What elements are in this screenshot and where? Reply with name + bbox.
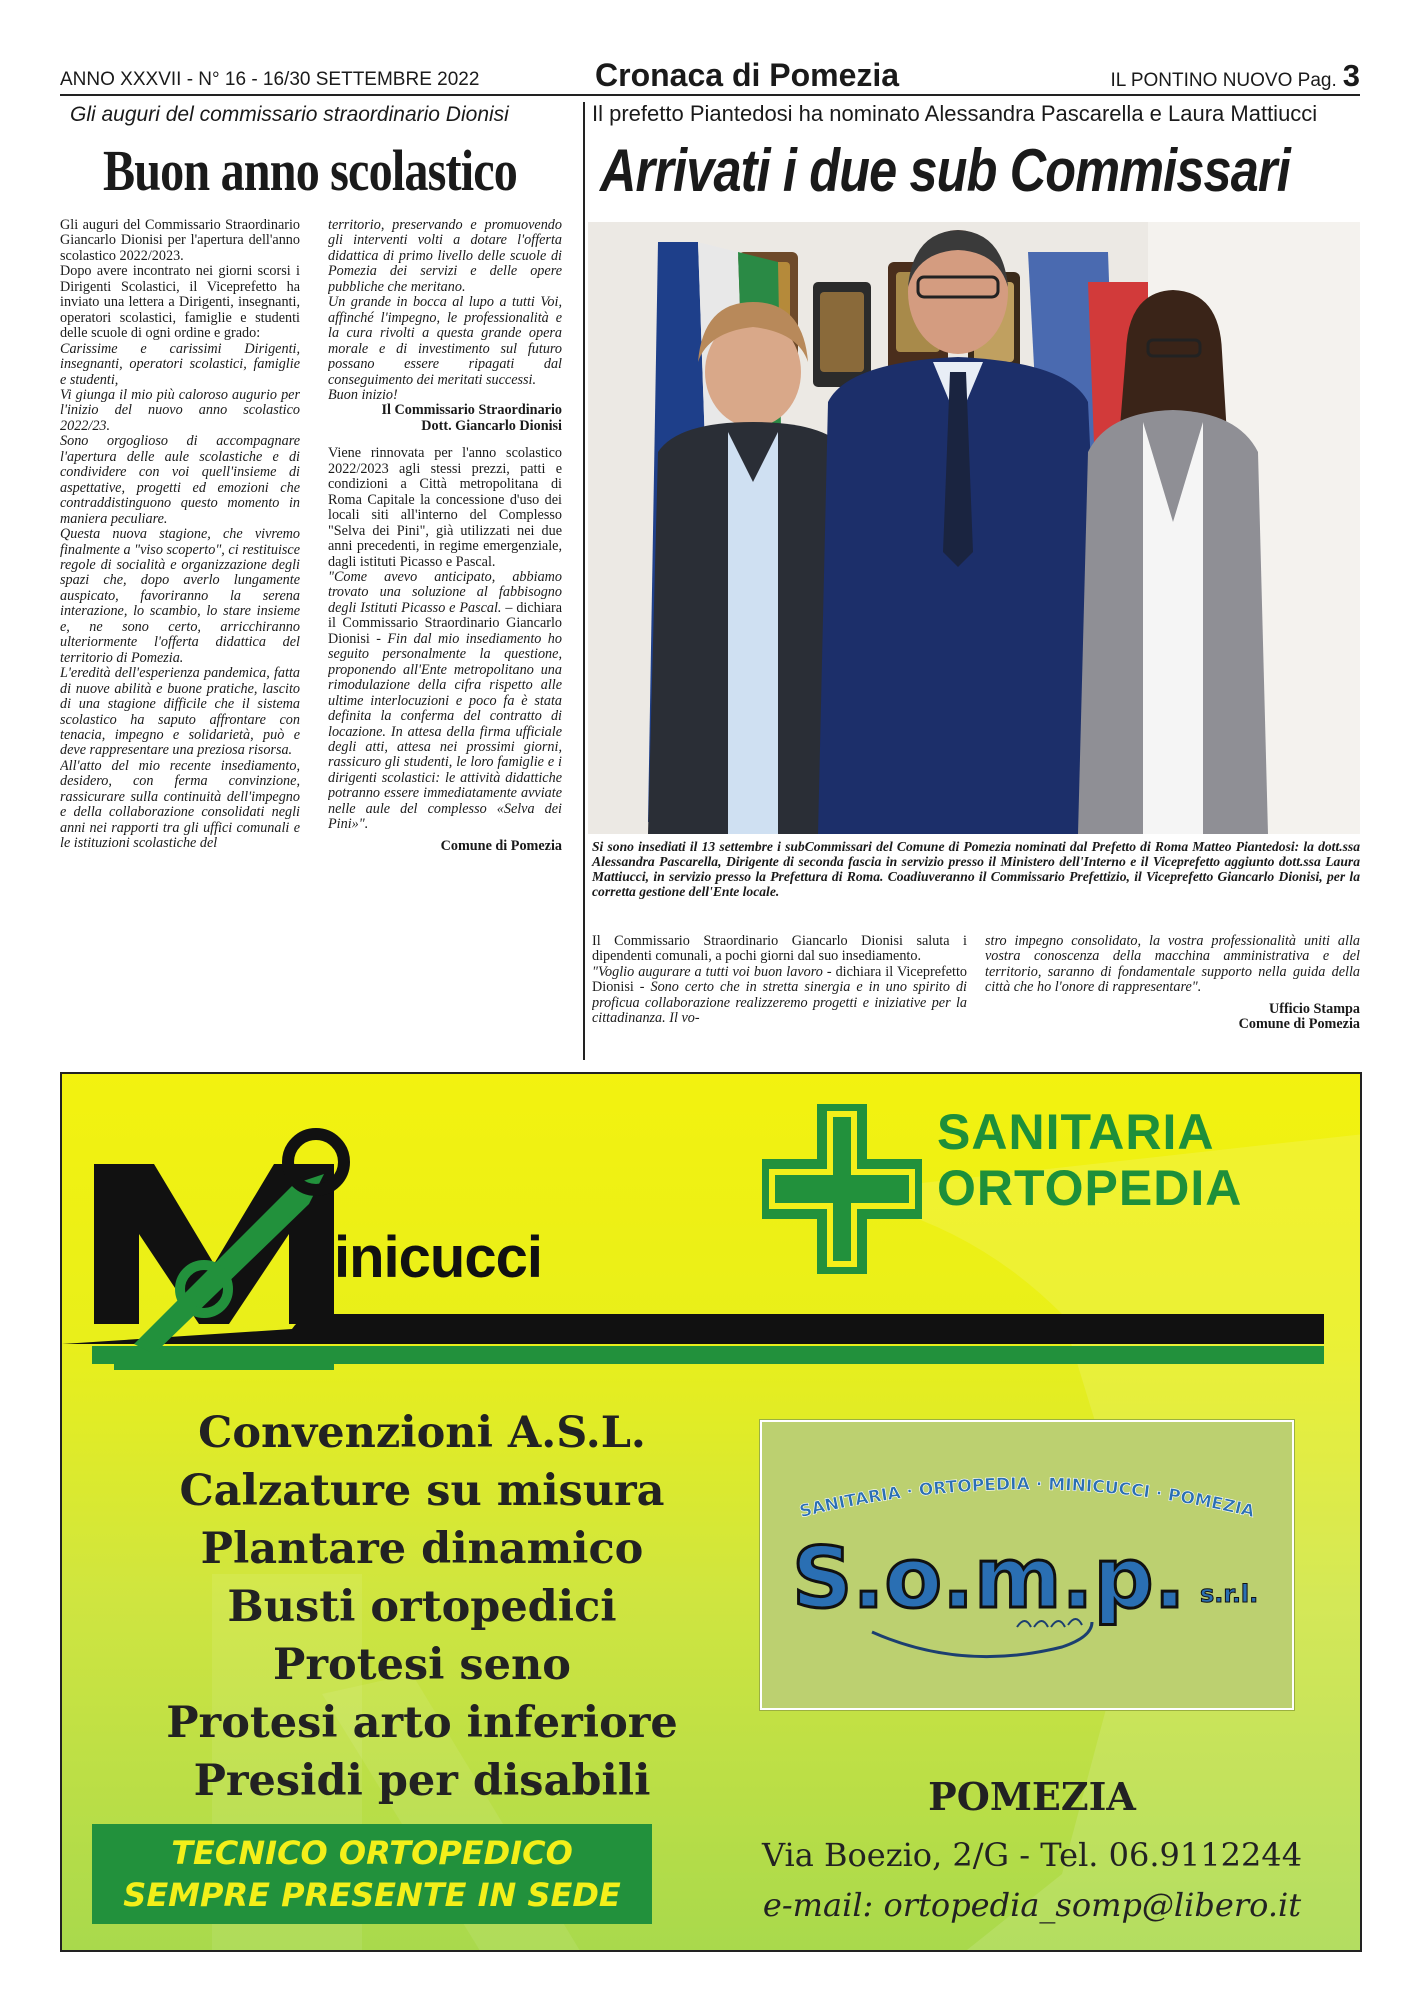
paragraph: Vi giunga il mio più caloroso augurio per l'inizio del nuovo anno scolastico 2022/23. [60, 386, 300, 434]
sanitaria-ortopedia-heading [937, 1104, 1242, 1216]
paragraph: Viene rinnovata per l'anno scolastico 2022/2023 agli stessi prezzi, patti e condizioni a Città metropolitana di Roma Capitale la concessione d'uso dei locali siti all'interno del Complesso "Selva dei Pini", già utilizzati nei due anni precedenti, in regime emergenziale, dagli istituti Picasso e Pascal. [328, 445, 562, 570]
service-item: Calzature su misura [179, 1466, 665, 1516]
group-photo [588, 222, 1360, 834]
signature-title: Il Commissario Straordinario [381, 402, 562, 419]
paragraph: Sono orgoglioso di accompagnare l'apertura delle aule scolastiche e di condividere con voi quell'insieme di aspettative, progetti ed emozioni che contraddistinguono questo momento in maniera peculiare. [60, 433, 300, 527]
tecnico-banner [92, 1824, 652, 1924]
services-list [82, 1404, 762, 1810]
sanitaria-label: SANITARIA [937, 1104, 1215, 1160]
quote-intro: "Come avevo anticipato, abbiamo trovato una soluzione al fabbisogno degli Istituti Picasso e Pascal. [328, 568, 562, 616]
article2-column-2 [985, 934, 1360, 1054]
section-title: Cronaca di Pomezia [595, 57, 900, 93]
article1-title: Buon anno scolastico [102, 138, 518, 203]
ad-city: POMEZIA [928, 1774, 1136, 1819]
service-item: Protesi arto inferiore [166, 1698, 678, 1748]
paragraph: stro impegno consolidato, la vostra professionalità uniti alla vostra conoscenza della macchina amministrativa e del territorio, saranno di fondamentale supporto nella guida della città che ho l'onore di rappresentare". [985, 934, 1360, 996]
pharmacy-cross-icon [762, 1104, 922, 1274]
minicucci-logo [94, 1114, 354, 1374]
paragraph: Carissime e carissimi Dirigenti, insegnanti, operatori scolastici, famiglie e studenti, [60, 340, 300, 388]
page-header [60, 56, 1360, 96]
paragraph: All'atto del mio recente insediamento, desidero, con ferma convinzione, rassicurare sulla continuità dell'impegno e della collaborazione consolidati negli anni nei rapporti tra gli uffici comunali e le istituzioni scolastiche del [60, 757, 300, 852]
quote-attribution: – dichiara il Commissario Straordinario Giancarlo Dionisi - [328, 599, 562, 647]
issue-info: ANNO XXXVII - N° 16 - 16/30 SETTEMBRE 2022 [60, 69, 480, 90]
article1-kicker: Gli auguri del commissario straordinario Dionisi [70, 103, 509, 126]
somp-name: S.o.m.p. [792, 1529, 1186, 1627]
service-item: Plantare dinamico [200, 1524, 644, 1574]
paper-page-info [1110, 58, 1360, 94]
article2-source-org: Comune di Pomezia [1238, 1016, 1360, 1033]
minicucci-advertisement [60, 1072, 1362, 1952]
paragraph: Un grande in bocca al lupo a tutti Voi, affinché l'impegno, le professionalità e la cura rivolti a questa grande opera morale e di investimento sul futuro possano essere ripagati dal conseguimento dei meritati successi. [328, 294, 562, 388]
ad-address: Via Boezio, 2/G - Tel. 06.9112244 [761, 1836, 1303, 1874]
service-item: Protesi seno [273, 1640, 571, 1690]
service-item: Presidi per disabili [193, 1756, 651, 1806]
paragraph: Il Commissario Straordinario Giancarlo Dionisi saluta i dipendenti comunali, a pochi giorni dal suo insediamento. [592, 934, 967, 965]
quote-paragraph [592, 965, 967, 1027]
ortopedia-label: ORTOPEDIA [937, 1160, 1243, 1216]
service-item: Convenzioni A.S.L. [198, 1408, 646, 1458]
group-photo-image [588, 222, 1360, 834]
tecnico-line-1: TECNICO ORTOPEDICO [171, 1834, 573, 1872]
quote-attribution: - dichiara il Viceprefetto Dionisi - [592, 963, 967, 996]
paper-name: IL PONTINO NUOVO [1110, 70, 1293, 91]
paragraph: territorio, preservando e promuovendo gli interventi volti a dotare l'offerta didattica di primo livello delle scuole di Pomezia dei servizi e delle opere pubbliche che meritano. [328, 218, 562, 295]
quote-rest: Sono certo che in stretta sinergia e in uno spirito di proficua collaborazione realizzeremo progetti e iniziative per la cittadinanza. Il vo- [592, 979, 967, 1027]
tecnico-line-2: SEMPRE PRESENTE IN SEDE [123, 1876, 621, 1914]
foot-outline-icon [872, 1622, 1092, 1657]
signature-name: Dott. Giancarlo Dionisi [421, 417, 562, 434]
somp-arc-textpath: SANITARIA · ORTOPEDIA · MINICUCCI · POMEZIA [797, 1474, 1257, 1523]
column-divider [583, 102, 585, 1060]
somp-logo [762, 1422, 1292, 1708]
article2-source-office: Ufficio Stampa [1268, 1000, 1360, 1017]
article1-column-2 [328, 218, 562, 1056]
brand-name: inicucci [334, 1225, 542, 1290]
article1-column-1 [60, 218, 300, 1056]
quote-paragraph [328, 570, 562, 833]
quote-rest: Fin dal mio insediamento ho seguito personalmente la questione, proponendo all'Ente metropolitano una rimodulazione della cifra rispetto alle ultime interlocuzioni e poco fa è stata definita la conferma del contratto di locazione. In attesa della firma ufficiale degli atti, attesa nei prossimi giorni, rassicuro gli studenti, le loro famiglie e i dirigenti scolastici: le attività didattiche potranno essere immediatamente avviate nelle aule del complesso «Selva dei Pini»". [328, 630, 562, 833]
paragraph: Gli auguri del Commissario Straordinario Giancarlo Dionisi per l'apertura dell'anno scolastico 2022/2023. [60, 218, 300, 264]
paragraph: Questa nuova stagione, che vivremo finalmente a "viso scoperto", ci restituisce regole di socialità e organizzazione degli spazi che, dopo averlo lungamente auspicato, favoriranno la serena interazione, lo scambio, lo stare insieme e, ne sono certo, arricchiranno ulteriormente l'offerta didattica del territorio di Pomezia. [60, 526, 300, 666]
article2-kicker: Il prefetto Piantedosi ha nominato Alessandra Pascarella e Laura Mattiucci [592, 101, 1318, 126]
paragraph: Dopo avere incontrato nei giorni scorsi i Dirigenti Scolastici, il Viceprefetto ha inviato una lettera a Dirigenti, insegnanti, operatori scolastici, famiglie e studenti delle scuole di ogni ordine e grado: [60, 263, 300, 342]
photo-caption: Si sono insediati il 13 settembre i subCommissari del Comune di Pomezia nominati dal Prefetto di Roma Matteo Piantedosi: la dott.ssa Alessandra Pascarella, Dirigente di seconda fascia in servizio presso il Ministero dell'Interno e il Viceprefetto aggiunto dott.ssa Laura Mattiucci, in servizio presso la Prefettura di Roma. Coadiuveranno il Commissario Prefettizio, il Viceprefetto Giancarlo Dionisi, per la corretta gestione dell'Ente locale. [592, 839, 1360, 899]
service-item: Busti ortopedici [227, 1582, 617, 1632]
paragraph: L'eredità dell'esperienza pandemica, fatta di nuove abilità e buone pratiche, lascito di una stagione difficile che il sistema scolastico ha saputo affrontare con tenacia, impegno e solidarietà, può e deve rappresentare una preziosa risorsa. [60, 665, 300, 759]
page-label: Pag. [1297, 70, 1337, 91]
article2-title: Arrivati i due sub Commissari [600, 137, 1290, 204]
ad-email: e-mail: ortopedia_somp@libero.it [762, 1886, 1302, 1924]
quote-start: "Voglio augurare a tutti voi buon lavoro [592, 963, 823, 980]
somp-arc-text [798, 1474, 1258, 1522]
article1-source: Comune di Pomezia [440, 837, 562, 854]
article2-column-1 [592, 934, 967, 1054]
paragraph: Buon inizio! [328, 386, 398, 403]
somp-logo-box [760, 1420, 1294, 1710]
page-number: 3 [1342, 58, 1360, 93]
somp-suffix: s.r.l. [1200, 1580, 1259, 1608]
